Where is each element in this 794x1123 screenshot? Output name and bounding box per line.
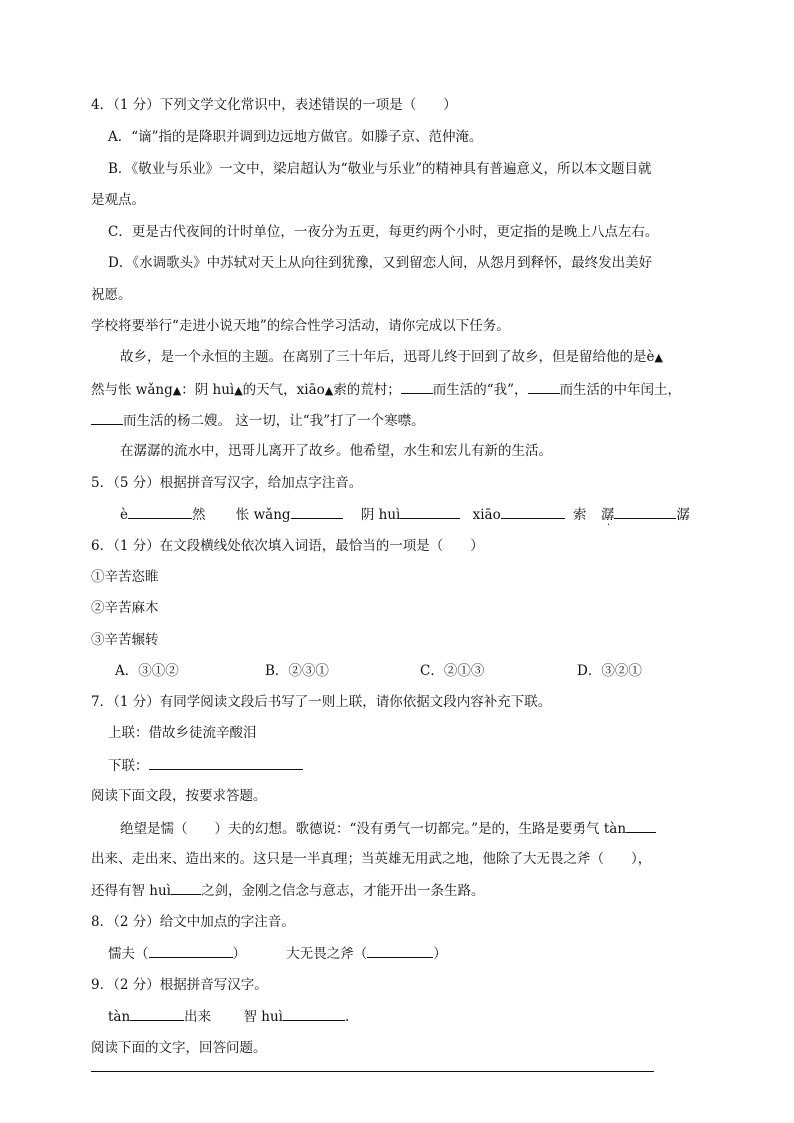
q6-stem: 6．（1 分）在文段横线处依次填入词语，最恰当的一项是（ ） xyxy=(91,538,484,554)
answer-blank[interactable] xyxy=(528,379,560,394)
answer-blank[interactable] xyxy=(130,1006,184,1021)
passage1-line3 xyxy=(91,410,425,431)
passage1-line4: 在潺潺的流水中，迅哥儿离开了故乡。他希望，水生和宏儿有新的生活。 xyxy=(120,443,552,459)
triangle-marker: ▲ xyxy=(234,384,243,397)
passage2-text: 绝望是懦（ ）夫的幻想。歌德说：“没有勇气一切都完。”是的，生路是要勇气 tàn xyxy=(120,821,627,837)
passage1-line2 xyxy=(91,379,681,401)
q8-item-b-end: ） xyxy=(433,946,447,962)
q4-option-a: A．“谪”指的是降职并调到边远地方做官。如滕子京、范仲淹。 xyxy=(108,129,483,145)
q9-period: . xyxy=(344,1009,350,1025)
passage1-text: 然与怅 wǎng xyxy=(91,382,173,398)
answer-blank[interactable] xyxy=(614,504,676,519)
pinyin-e: è xyxy=(120,507,128,523)
q4-option-d-line2: 祝愿。 xyxy=(91,287,132,303)
q6-option-c: C．②①③ xyxy=(420,663,485,679)
q9-stem: 9．（2 分）根据拼音写汉字。 xyxy=(91,977,268,993)
q8-stem: 8．（2 分）给文中加点的字注音。 xyxy=(91,914,295,930)
answer-blank[interactable] xyxy=(283,1006,345,1021)
triangle-marker: ▲ xyxy=(172,384,182,397)
q5-stem: 5．（5 分）根据拼音写汉字，给加点字注音。 xyxy=(91,475,363,491)
answer-blank[interactable] xyxy=(149,755,303,770)
q6-option-d: D．③②① xyxy=(577,663,642,679)
q6-choice-2: ②辛苦麻木 xyxy=(91,600,159,616)
q9-text: 出来 xyxy=(184,1009,212,1025)
q9-items xyxy=(108,1006,349,1027)
answer-blank[interactable] xyxy=(171,880,201,895)
q4-option-b-line1: B．《敬业与乐业》一文中，梁启超认为“敬业与乐业”的精神具有普遍意义，所以本文题目就 xyxy=(108,161,652,177)
passage1-text: 而生活的杨二嫂。 这一切，让“我”打了一个寒噤。 xyxy=(123,413,425,429)
dotted-char-chan: 潺 xyxy=(600,507,615,523)
q9-pinyin-hui: 智 huì xyxy=(243,1009,283,1025)
q8-items xyxy=(108,943,447,964)
q8-item-a-end: ） xyxy=(232,946,246,962)
q4-option-d-line1: D．《水调歌头》中苏轼对天上从向往到犹豫，又到留恋人间，从怨月到释怀，最终发出美好 xyxy=(108,255,653,271)
reading-instruction-2: 阅读下面的文字，回答问题。 xyxy=(91,1040,267,1056)
q4-stem: 4．（1 分）下列文学文化常识中，表述错误的一项是（ ） xyxy=(91,97,457,113)
q6-choice-1: ①辛苦恣睢 xyxy=(91,569,159,585)
passage1-line1 xyxy=(120,347,663,368)
q6-option-a: A．③①② xyxy=(115,663,179,679)
triangle-marker: ▲ xyxy=(654,351,663,364)
answer-blank[interactable] xyxy=(401,379,433,394)
char-suo: 索 xyxy=(573,507,587,523)
passage1-text: 的天气，xiāo xyxy=(242,382,325,398)
activity-intro: 学校将要举行“走进小说天地”的综合性学习活动，请你完成以下任务。 xyxy=(91,318,510,334)
passage2-line2: 出来、走出来、造出来的。这只是一半真理；当英雄无用武之地，他除了大无畏之斧（ ）， xyxy=(91,851,652,867)
q6-choice-3: ③辛苦辗转 xyxy=(91,632,159,648)
triangle-marker: ▲ xyxy=(324,384,334,397)
q8-item-a: 懦夫（ xyxy=(108,946,149,962)
q7-lower-couplet xyxy=(108,755,303,776)
q7-upper-couplet: 上联：借故乡徒流辛酸泪 xyxy=(108,725,257,741)
answer-blank[interactable] xyxy=(626,818,656,833)
answer-blank[interactable] xyxy=(367,943,433,958)
passage2-text: 之剑，金刚之信念与意志，才能开出一条生路。 xyxy=(201,883,485,899)
pinyin-wang: 怅 wǎng xyxy=(235,507,291,523)
section-divider xyxy=(91,1071,654,1072)
q4-option-b-line2: 是观点。 xyxy=(91,192,145,208)
answer-blank[interactable] xyxy=(91,410,123,425)
q7-stem: 7．（1 分）有同学阅读文段后书写了一则上联，请你依据文段内容补充下联。 xyxy=(91,694,552,710)
pinyin-hui: 阴 huì xyxy=(360,507,401,523)
passage1-text: 而生活的“我”， xyxy=(432,382,528,398)
char-chan: 潺 xyxy=(676,507,690,523)
passage2-line3 xyxy=(91,880,485,901)
passage1-text: 索的荒村； xyxy=(333,382,401,398)
q9-pinyin-tan: tàn xyxy=(108,1009,131,1025)
passage1-text: 而生活的中年闰土， xyxy=(559,382,682,398)
passage1-text: ：阴 huì xyxy=(181,382,235,398)
char-ran: 然 xyxy=(192,507,206,523)
passage1-text: 故乡，是一个永恒的主题。在离别了三十年后，迅哥儿终于回到了故乡，但是留给他的是è xyxy=(120,349,655,365)
passage2-line1 xyxy=(120,818,656,839)
answer-blank[interactable] xyxy=(400,504,460,519)
q8-item-b: 大无畏之斧（ xyxy=(286,946,368,962)
q5-items xyxy=(120,504,690,525)
answer-blank[interactable] xyxy=(501,504,565,519)
q6-option-b: B．②③① xyxy=(265,663,329,679)
q4-option-c: C．更是古代夜间的计时单位，一夜分为五更，每更约两个小时，更定指的是晚上八点左右。 xyxy=(108,224,659,240)
answer-blank[interactable] xyxy=(128,504,192,519)
answer-blank[interactable] xyxy=(291,504,343,519)
passage2-text: 还得有智 huì xyxy=(91,883,171,899)
pinyin-xiao: xiāo xyxy=(472,507,501,523)
reading-instruction: 阅读下面文段，按要求答题。 xyxy=(91,788,267,804)
answer-blank[interactable] xyxy=(149,943,233,958)
q7-lower-label: 下联： xyxy=(108,758,149,774)
